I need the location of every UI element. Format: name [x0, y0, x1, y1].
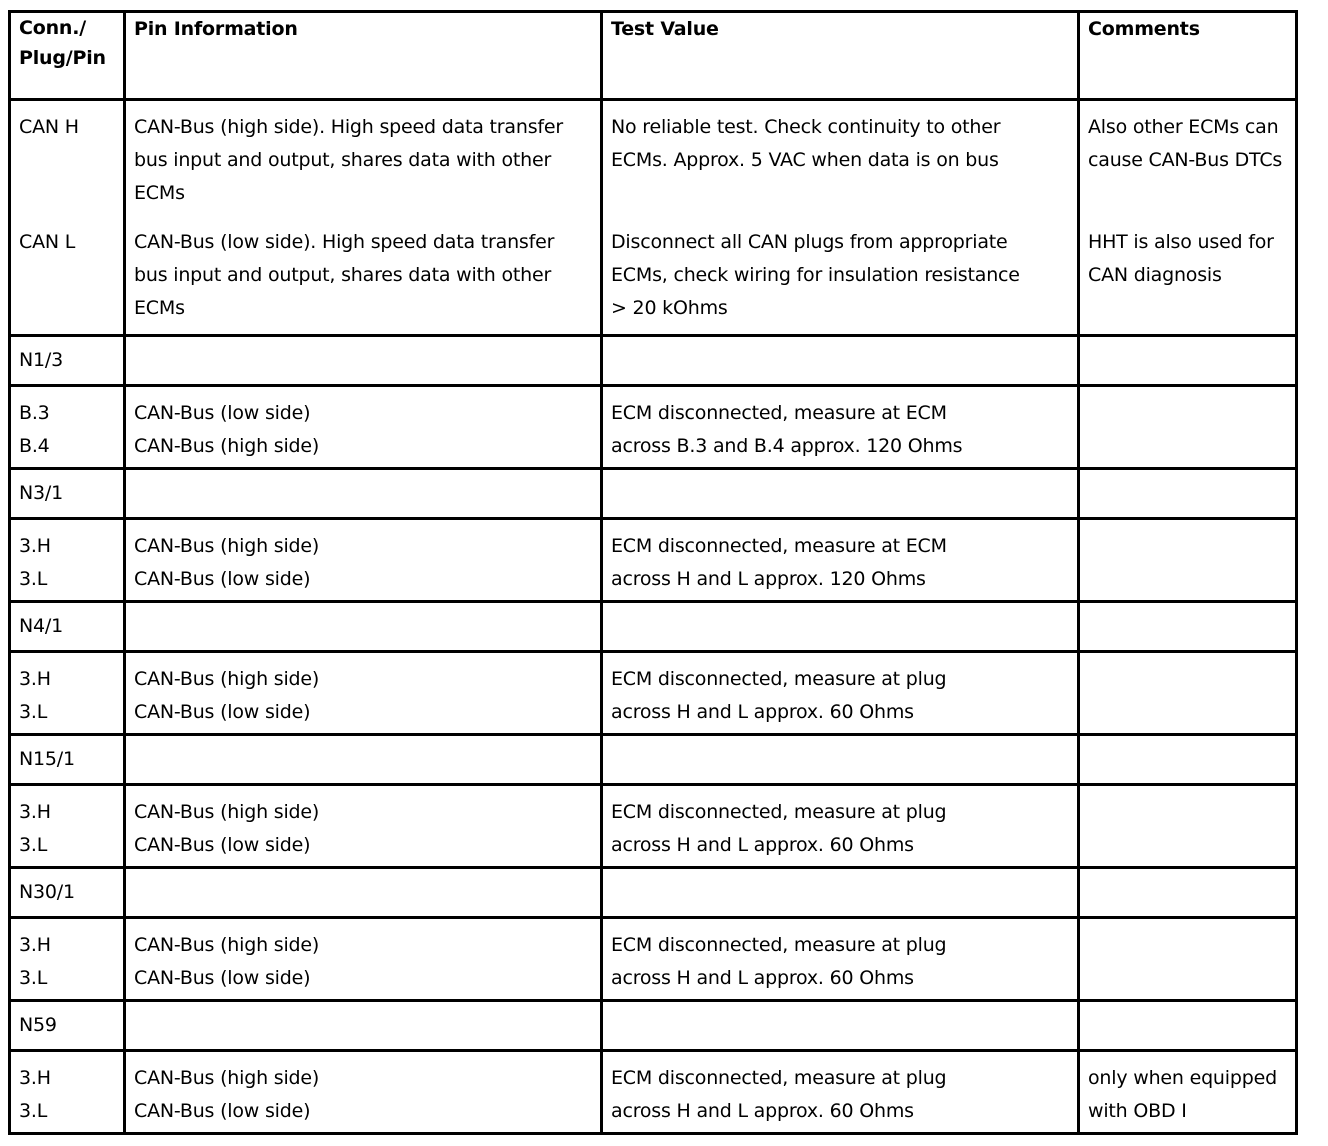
test-value-line: across H and L approx. 60 Ohms: [611, 834, 914, 856]
test-value-line: ECM disconnected, measure at ECM: [611, 402, 947, 424]
empty-cell: [602, 469, 1079, 519]
group-label: N15/1: [10, 735, 125, 785]
comments-cell: [1079, 519, 1297, 602]
can-test-l-line: > 20 kOhms: [611, 297, 728, 319]
group-label: N1/3: [10, 336, 125, 386]
empty-cell: [1079, 735, 1297, 785]
can-test-h-line: No reliable test. Check continuity to other: [611, 116, 1001, 138]
pin-label: B.3: [19, 402, 50, 424]
empty-cell: [602, 735, 1079, 785]
pin-cell: [10, 652, 125, 735]
can-info-h-line: ECMs: [134, 182, 185, 204]
pin-label: 3.L: [19, 834, 48, 856]
pin-info-line: CAN-Bus (low side): [134, 834, 311, 856]
pin-info-line: CAN-Bus (high side): [134, 934, 320, 956]
group-row: [10, 469, 1297, 519]
info-cell: [125, 519, 602, 602]
empty-cell: [1079, 469, 1297, 519]
group-row: [10, 602, 1297, 652]
can-bus-row: [10, 100, 1297, 336]
group-row: [10, 1001, 1297, 1051]
pin-label: 3.H: [19, 535, 51, 557]
header-pin-line2: Plug/Pin: [19, 47, 106, 69]
pin-label: 3.L: [19, 701, 48, 723]
can-info-l-line: bus input and output, shares data with other: [134, 264, 552, 286]
can-test-cell: [602, 100, 1079, 336]
test-value-line: ECM disconnected, measure at ECM: [611, 535, 947, 557]
test-cell: [602, 386, 1079, 469]
pin-cell: [10, 519, 125, 602]
info-cell: [125, 652, 602, 735]
group-label: N30/1: [10, 868, 125, 918]
test-cell: [602, 785, 1079, 868]
pin-cell: [10, 785, 125, 868]
can-test-l-line: Disconnect all CAN plugs from appropriate: [611, 231, 1008, 253]
can-pin-h: CAN H: [19, 116, 79, 138]
can-comment-h-line: cause CAN-Bus DTCs: [1088, 149, 1283, 171]
empty-cell: [1079, 602, 1297, 652]
can-comments-cell: [1079, 100, 1297, 336]
pin-label: 3.H: [19, 668, 51, 690]
comment-line: only when equipped: [1088, 1067, 1277, 1089]
test-cell: [602, 652, 1079, 735]
pin-label: 3.H: [19, 934, 51, 956]
can-info-cell: [125, 100, 602, 336]
test-value-line: ECM disconnected, measure at plug: [611, 1067, 947, 1089]
pin-info-line: CAN-Bus (low side): [134, 1100, 311, 1122]
test-value-line: ECM disconnected, measure at plug: [611, 801, 947, 823]
can-comment-l-line: HHT is also used for: [1088, 231, 1274, 253]
empty-cell: [1079, 336, 1297, 386]
empty-cell: [1079, 868, 1297, 918]
info-cell: [125, 1051, 602, 1134]
pin-label: 3.L: [19, 1100, 48, 1122]
pin-info-line: CAN-Bus (high side): [134, 435, 320, 457]
comments-cell: [1079, 918, 1297, 1001]
pin-info-line: CAN-Bus (high side): [134, 668, 320, 690]
test-value-line: across B.3 and B.4 approx. 120 Ohms: [611, 435, 963, 457]
test-value-line: ECM disconnected, measure at plug: [611, 934, 947, 956]
group-row: [10, 735, 1297, 785]
header-pin-information: Pin Information: [125, 12, 602, 100]
can-comment-l-line: CAN diagnosis: [1088, 264, 1222, 286]
empty-cell: [125, 735, 602, 785]
pin-pair-row: [10, 652, 1297, 735]
can-test-l-line: ECMs, check wiring for insulation resistance: [611, 264, 1020, 286]
test-value-line: across H and L approx. 120 Ohms: [611, 568, 926, 590]
header-conn-plug-pin: [10, 12, 125, 100]
info-cell: [125, 918, 602, 1001]
empty-cell: [1079, 1001, 1297, 1051]
empty-cell: [602, 336, 1079, 386]
test-cell: [602, 918, 1079, 1001]
test-value-line: across H and L approx. 60 Ohms: [611, 701, 914, 723]
comments-cell: [1079, 652, 1297, 735]
group-label: N59: [10, 1001, 125, 1051]
group-row: [10, 336, 1297, 386]
pin-pair-row: [10, 519, 1297, 602]
comment-line: with OBD I: [1088, 1100, 1187, 1122]
test-value-line: across H and L approx. 60 Ohms: [611, 967, 914, 989]
header-test-value: Test Value: [602, 12, 1079, 100]
empty-cell: [602, 868, 1079, 918]
pin-pair-row: [10, 918, 1297, 1001]
comments-cell: [1079, 1051, 1297, 1134]
can-pin-l: CAN L: [19, 231, 76, 253]
can-comment-h-line: Also other ECMs can: [1088, 116, 1279, 138]
can-pin-cell: [10, 100, 125, 336]
comments-cell: [1079, 785, 1297, 868]
info-cell: [125, 386, 602, 469]
pin-info-line: CAN-Bus (low side): [134, 568, 311, 590]
comments-cell: [1079, 386, 1297, 469]
pin-pair-row: [10, 386, 1297, 469]
pin-label: B.4: [19, 435, 50, 457]
pin-cell: [10, 918, 125, 1001]
can-info-h-line: bus input and output, shares data with other: [134, 149, 552, 171]
empty-cell: [125, 469, 602, 519]
pin-info-line: CAN-Bus (low side): [134, 967, 311, 989]
pin-cell: [10, 386, 125, 469]
pin-info-line: CAN-Bus (low side): [134, 402, 311, 424]
pin-info-line: CAN-Bus (high side): [134, 801, 320, 823]
can-info-l-line: CAN-Bus (low side). High speed data transfer: [134, 231, 555, 253]
empty-cell: [125, 602, 602, 652]
test-value-line: across H and L approx. 60 Ohms: [611, 1100, 914, 1122]
pin-info-line: CAN-Bus (low side): [134, 701, 311, 723]
test-cell: [602, 1051, 1079, 1134]
header-row: [10, 12, 1297, 100]
empty-cell: [125, 1001, 602, 1051]
pin-pair-row: [10, 785, 1297, 868]
pin-info-line: CAN-Bus (high side): [134, 1067, 320, 1089]
empty-cell: [602, 602, 1079, 652]
can-test-h-line: ECMs. Approx. 5 VAC when data is on bus: [611, 149, 999, 171]
test-value-line: ECM disconnected, measure at plug: [611, 668, 947, 690]
pin-pair-row: [10, 1051, 1297, 1134]
header-comments: Comments: [1079, 12, 1297, 100]
empty-cell: [602, 1001, 1079, 1051]
test-cell: [602, 519, 1079, 602]
empty-cell: [125, 336, 602, 386]
info-cell: [125, 785, 602, 868]
pin-info-line: CAN-Bus (high side): [134, 535, 320, 557]
can-info-h-line: CAN-Bus (high side). High speed data transfer: [134, 116, 563, 138]
can-bus-pin-table: [8, 10, 1298, 1135]
header-pin-line1: Conn./: [19, 17, 87, 39]
pin-label: 3.H: [19, 801, 51, 823]
pin-label: 3.L: [19, 568, 48, 590]
empty-cell: [125, 868, 602, 918]
pin-label: 3.L: [19, 967, 48, 989]
group-label: N3/1: [10, 469, 125, 519]
pin-label: 3.H: [19, 1067, 51, 1089]
pin-cell: [10, 1051, 125, 1134]
group-label: N4/1: [10, 602, 125, 652]
can-info-l-line: ECMs: [134, 297, 185, 319]
group-row: [10, 868, 1297, 918]
